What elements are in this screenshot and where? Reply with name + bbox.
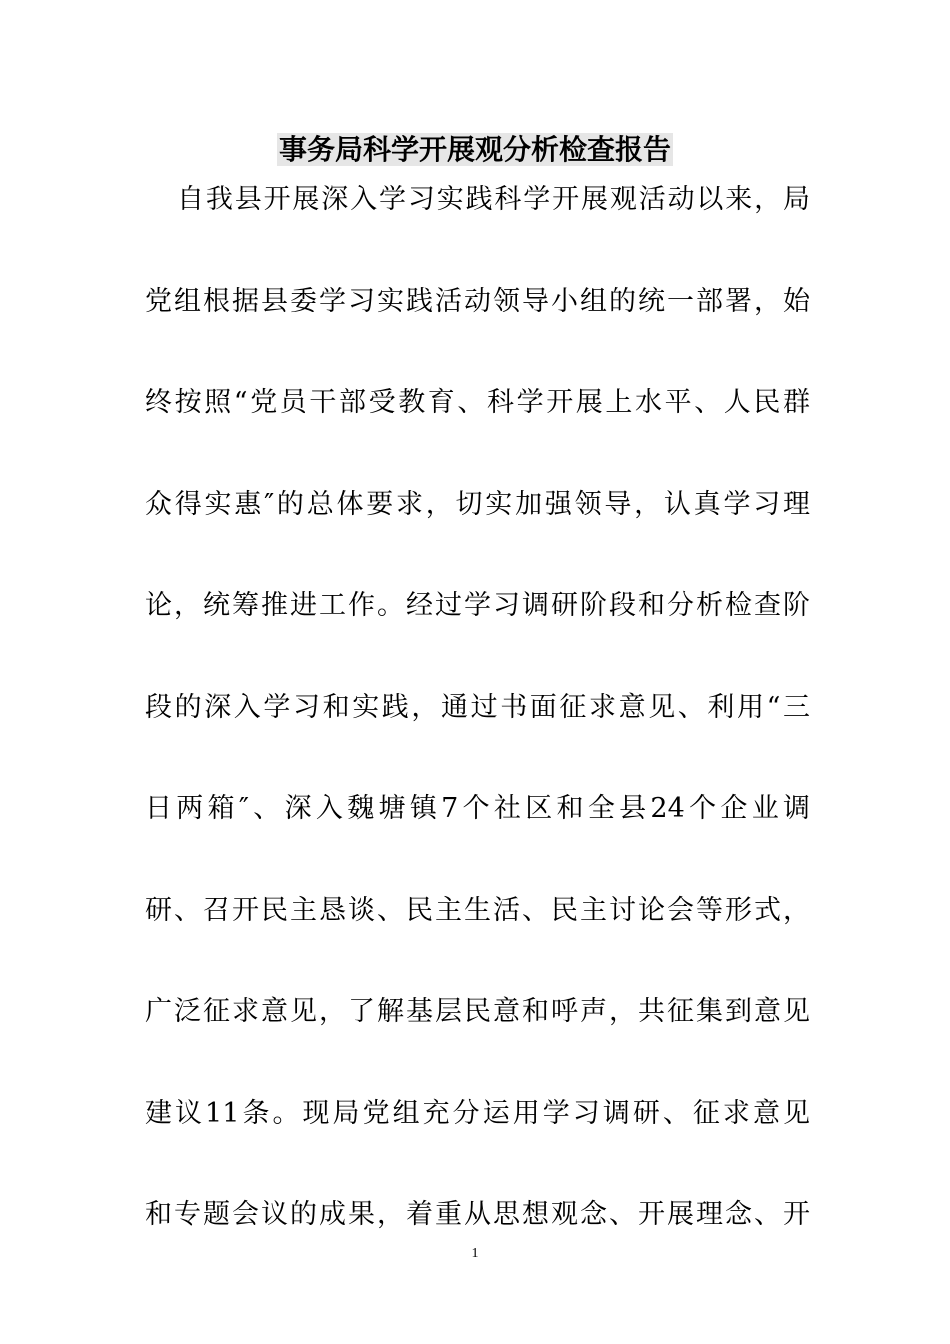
document-body	[145, 178, 810, 1295]
body-line: 论，统筹推进工作。经过学习调研阶段和分析检查阶	[145, 590, 810, 621]
body-line: 研、召开民主恳谈、民主生活、民主讨论会等形式，	[145, 894, 810, 926]
body-line: 终按照“党员干部受教育、科学开展上水平、人民群	[145, 387, 810, 418]
body-line: 和专题会议的成果，着重从思想观念、开展理念、开	[145, 1199, 810, 1230]
page-number: 1	[471, 1246, 479, 1261]
body-line: 日两箱″、深入魏塘镇7个社区和全县24个企业调	[145, 793, 810, 824]
document-title-text: 事务局科学开展观分析检查报告	[278, 133, 671, 166]
body-line: 广泛征求意见，了解基层民意和呼声，共征集到意见	[145, 996, 810, 1027]
document-title	[0, 130, 950, 170]
body-line: 段的深入学习和实践，通过书面征求意见、利用“三	[145, 691, 810, 723]
body-line: 建议11条。现局党组充分运用学习调研、征求意见	[145, 1097, 810, 1129]
body-line: 党组根据县委学习实践活动领导小组的统一部署，始	[145, 285, 810, 317]
body-line: 众得实惠″的总体要求，切实加强领导，认真学习理	[145, 488, 810, 520]
body-line: 自我县开展深入学习实践科学开展观活动以来，局	[177, 184, 810, 215]
